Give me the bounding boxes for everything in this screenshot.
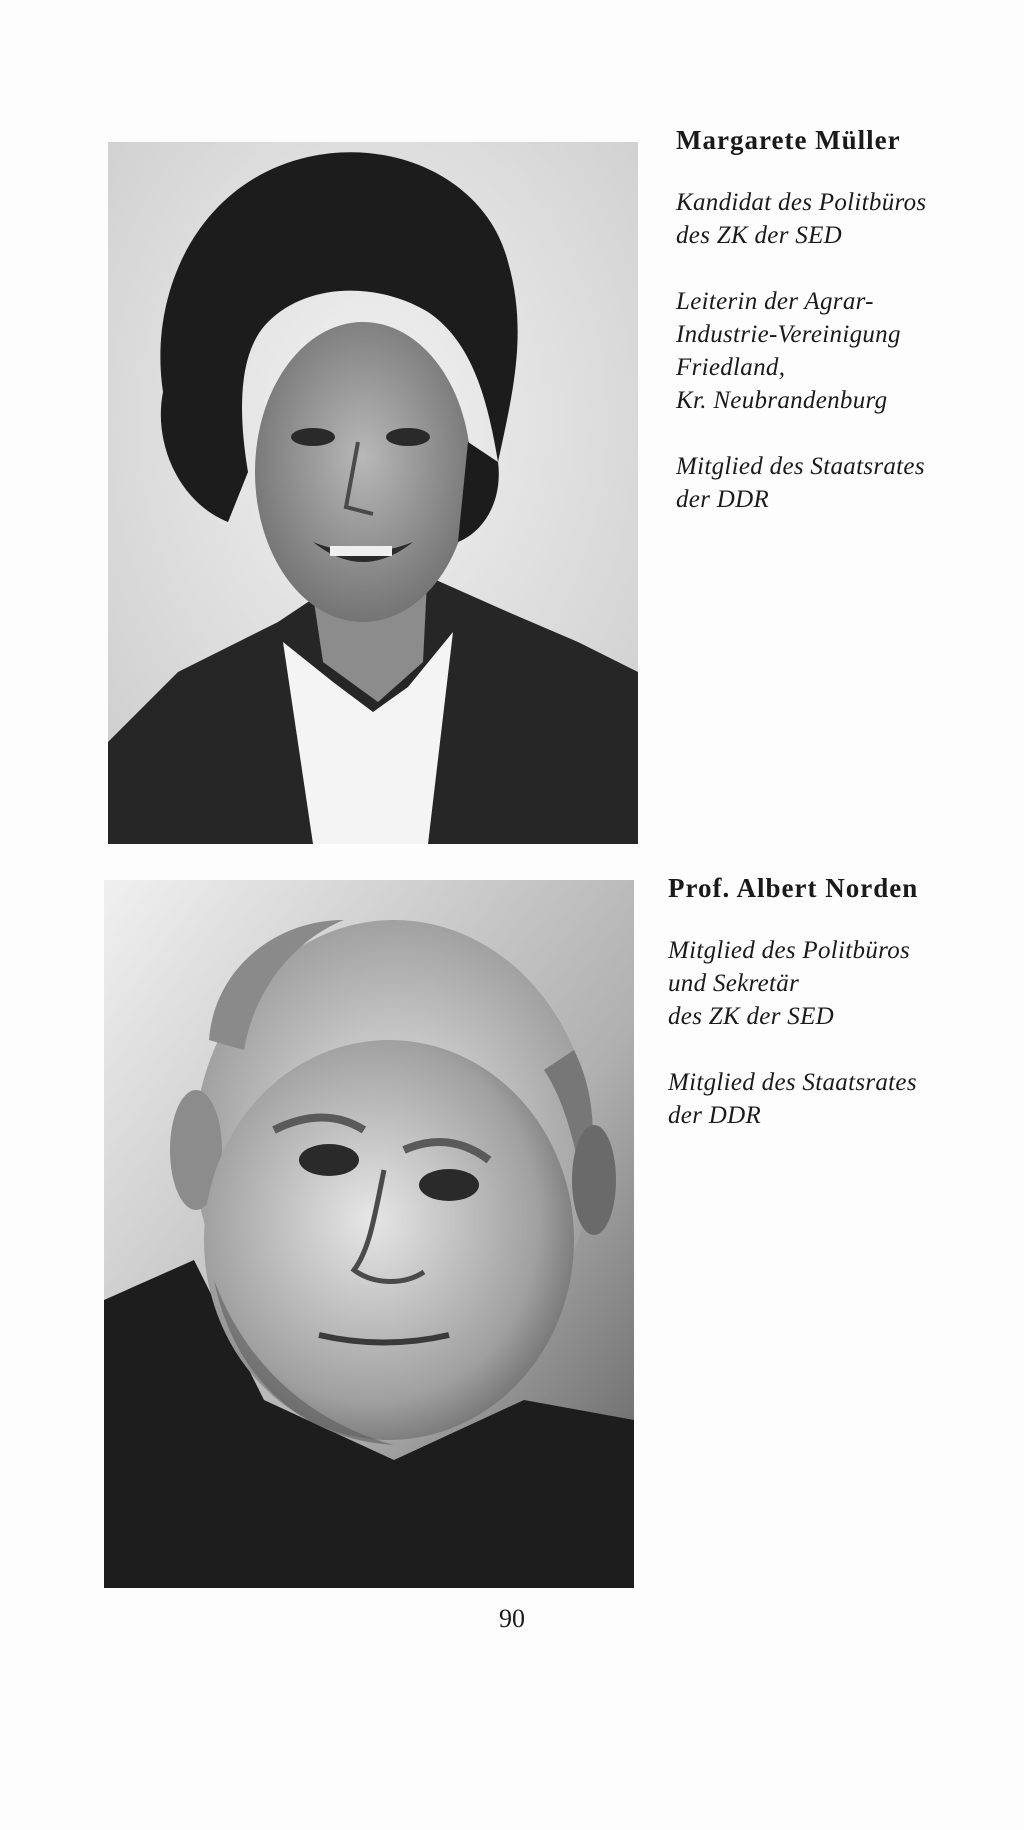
role-line: Friedland, bbox=[676, 353, 786, 381]
role-line: Kr. Neubrandenburg bbox=[676, 386, 888, 414]
role-line: des ZK der SED bbox=[668, 1002, 835, 1030]
role-block bbox=[676, 285, 1024, 417]
caption-margarete-mueller bbox=[676, 126, 1024, 549]
role-line: und Sekretär bbox=[668, 969, 800, 997]
role-line: Leiterin der Agrar- bbox=[676, 287, 874, 315]
role-line: Industrie-Vereinigung bbox=[676, 320, 901, 348]
role-line: Mitglied des Politbüros bbox=[668, 936, 911, 964]
portrait-margarete-mueller-photo bbox=[108, 142, 638, 844]
person-name: Prof. Albert Norden bbox=[668, 873, 919, 903]
person-name: Margarete Müller bbox=[676, 125, 901, 155]
role-line: der DDR bbox=[676, 485, 770, 513]
role-line: Kandidat des Politbüros bbox=[676, 188, 927, 216]
role-line: Mitglied des Staatsrates bbox=[668, 1068, 917, 1096]
page-number: 90 bbox=[499, 1604, 525, 1633]
role-block bbox=[668, 1066, 1024, 1132]
role-block bbox=[668, 934, 1024, 1033]
role-line: des ZK der SED bbox=[676, 221, 843, 249]
role-line: der DDR bbox=[668, 1101, 762, 1129]
role-line: Mitglied des Staatsrates bbox=[676, 452, 925, 480]
role-block bbox=[676, 450, 1024, 516]
portrait-albert-norden-photo bbox=[104, 880, 634, 1588]
caption-albert-norden bbox=[668, 874, 1024, 1165]
role-block bbox=[676, 186, 1024, 252]
